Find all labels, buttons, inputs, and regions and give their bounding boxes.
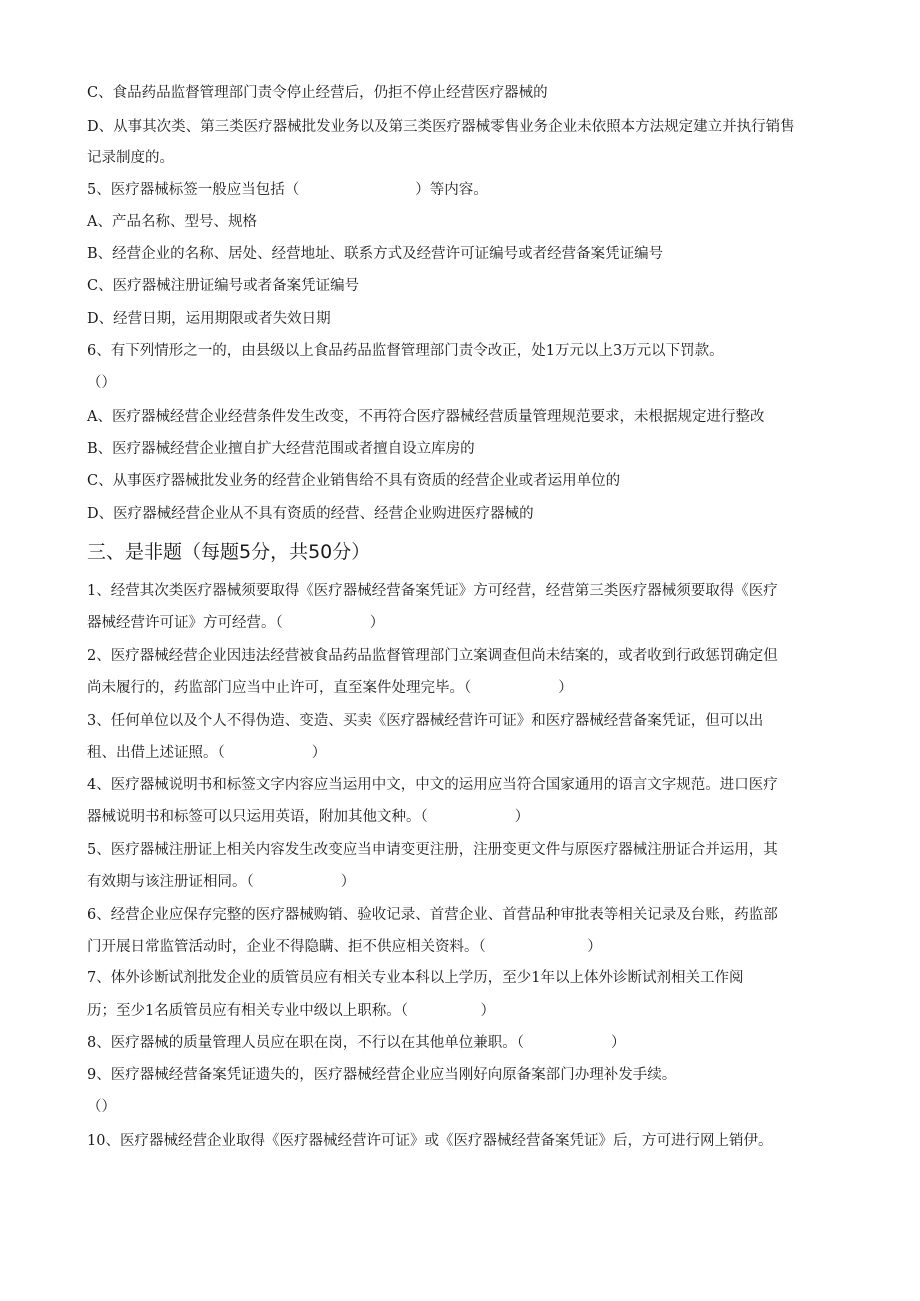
q6-option-b: B、医疗器械经营企业擅自扩大经营范围或者擅自设立库房的	[87, 441, 475, 457]
section3-title: 三、是非题（每题5分，共50分）	[87, 541, 371, 563]
q5-stem: 5、医疗器械标签一般应当包括（ ）等内容。	[87, 182, 488, 198]
tf-q4-line1: 4、医疗器械说明书和标签文字内容应当运用中文，中文的运用应当符合国家通用的语言文字规范。进口医疗	[87, 777, 778, 793]
tf-q3-line1: 3、任何单位以及个人不得伪造、变造、买卖《医疗器械经营许可证》和医疗器械经营备案凭证，但可以出	[87, 713, 764, 729]
tf-q1-line1: 1、经营其次类医疗器械须要取得《医疗器械经营备案凭证》方可经营，经营第三类医疗器械须要取得《医疗	[87, 583, 778, 599]
tf-q9-blank: （）	[87, 1099, 116, 1115]
tf-q2-line2: 尚未履行的，药监部门应当中止许可，直至案件处理完毕。（ ）	[87, 680, 573, 696]
tf-q1-line2: 器械经营许可证》方可经营。（ ）	[87, 615, 385, 631]
q4-option-d: D、从事其次类、第三类医疗器械批发业务以及第三类医疗器械零售业务企业未依照本方法规定建立并执行销售	[87, 119, 795, 135]
q4-option-d-cont: 记录制度的。	[87, 150, 174, 166]
tf-q4-line2: 器械说明书和标签可以只运用英语，附加其他文种。（ ）	[87, 809, 530, 825]
q6-option-d: D、医疗器械经营企业从不具有资质的经营、经营企业购进医疗器械的	[87, 506, 534, 522]
tf-q2-line1: 2、医疗器械经营企业因违法经营被食品药品监督管理部门立案调查但尚未结案的，或者收到行政惩罚确定但	[87, 648, 778, 664]
q5-option-b: B、经营企业的名称、居处、经营地址、联系方式及经营许可证编号或者经营备案凭证编号	[87, 246, 664, 262]
q6-blank: （）	[87, 375, 116, 391]
tf-q9-line1: 9、医疗器械经营备案凭证遗失的，医疗器械经营企业应当刚好向原备案部门办理补发手续。	[87, 1067, 677, 1083]
tf-q6-line1: 6、经营企业应保存完整的医疗器械购销、验收记录、首营企业、首营品种审批表等相关记录及台账，药监部	[87, 907, 778, 923]
q6-option-a: A、医疗器械经营企业经营条件发生改变，不再符合医疗器械经营质量管理规范要求，未根据规定进行整改	[87, 409, 765, 425]
q5-option-a: A、产品名称、型号、规格	[87, 214, 257, 230]
tf-q5-line1: 5、医疗器械注册证上相关内容发生改变应当申请变更注册，注册变更文件与原医疗器械注册证合并运用，其	[87, 842, 778, 858]
q5-option-d: D、经营日期，运用期限或者失效日期	[87, 311, 331, 327]
tf-q3-line2: 租、出借上述证照。（ ）	[87, 745, 327, 761]
q6-stem: 6、有下列情形之一的，由县级以上食品药品监督管理部门责令改正，处1万元以上3万元以下罚款。	[87, 343, 724, 359]
tf-q5-line2: 有效期与该注册证相同。（ ）	[87, 874, 356, 890]
q6-option-c: C、从事医疗器械批发业务的经营企业销售给不具有资质的经营企业或者运用单位的	[87, 473, 621, 489]
q4-option-c: C、食品药品监督管理部门责令停止经营后，仍拒不停止经营医疗器械的	[87, 85, 548, 101]
q5-option-c: C、医疗器械注册证编号或者备案凭证编号	[87, 278, 360, 294]
tf-q10-line1: 10、医疗器械经营企业取得《医疗器械经营许可证》或《医疗器械经营备案凭证》后，方可进行网上销伊。	[87, 1133, 773, 1149]
tf-q6-line2: 门开展日常监管活动时，企业不得隐瞒、拒不供应相关资料。（ ）	[87, 939, 602, 955]
tf-q7-line2: 历；至少1名质管员应有相关专业中级以上职称。（ ）	[87, 1003, 495, 1019]
tf-q7-line1: 7、体外诊断试剂批发企业的质管员应有相关专业本科以上学历，至少1年以上体外诊断试剂相关工作阅	[87, 970, 744, 986]
tf-q8-line1: 8、医疗器械的质量管理人员应在职在岗，不行以在其他单位兼职。（ ）	[87, 1035, 626, 1051]
